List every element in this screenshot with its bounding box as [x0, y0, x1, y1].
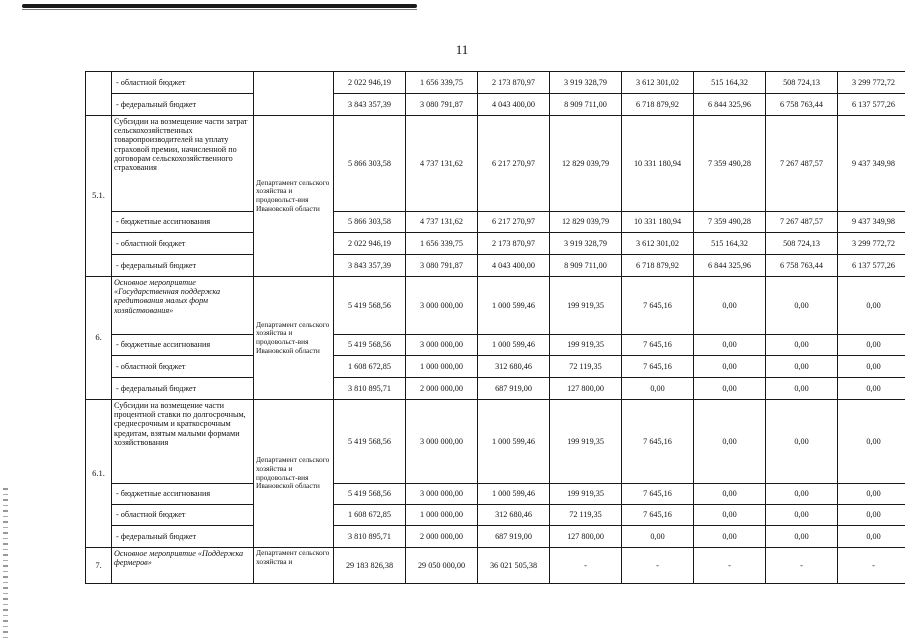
value-cell: 3 612 301,02 [622, 233, 694, 255]
value-cell: 0,00 [838, 400, 905, 484]
value-cell: 0,00 [766, 400, 838, 484]
table-row [86, 356, 905, 378]
value-cell: 508 724,13 [766, 233, 838, 255]
value-cell: 10 331 180,94 [622, 212, 694, 233]
value-cell: 1 608 672,85 [334, 505, 406, 526]
value-cell: 1 000 599,46 [478, 484, 550, 505]
value-cell: - [766, 548, 838, 584]
value-cell: 5 419 568,56 [334, 335, 406, 356]
value-cell: 1 000 000,00 [406, 505, 478, 526]
value-cell: 6 217 270,97 [478, 212, 550, 233]
value-cell: 0,00 [766, 356, 838, 378]
value-cell: 2 022 946,19 [334, 233, 406, 255]
value-cell: 0,00 [838, 505, 905, 526]
value-cell: 199 919,35 [550, 335, 622, 356]
value-cell: 1 656 339,75 [406, 233, 478, 255]
value-cell: 0,00 [766, 378, 838, 400]
value-cell: 6 137 577,26 [838, 94, 905, 116]
row-label: - федеральный бюджет [112, 94, 254, 116]
value-cell: 3 000 000,00 [406, 400, 478, 484]
value-cell: 8 909 711,00 [550, 94, 622, 116]
row-number-cell [86, 72, 112, 116]
value-cell: 515 164,32 [694, 233, 766, 255]
value-cell: 72 119,35 [550, 356, 622, 378]
value-cell: 508 724,13 [766, 72, 838, 94]
row-label: - областной бюджет [112, 72, 254, 94]
value-cell: 0,00 [838, 378, 905, 400]
value-cell: 0,00 [766, 484, 838, 505]
scan-binding-marks [3, 488, 8, 640]
value-cell: 29 183 826,38 [334, 548, 406, 584]
value-cell: 7 645,16 [622, 277, 694, 335]
value-cell: 4 043 400,00 [478, 255, 550, 277]
row-number-cell: 6. [86, 277, 112, 400]
value-cell: 7 645,16 [622, 356, 694, 378]
value-cell: 1 000 599,46 [478, 400, 550, 484]
value-cell: 6 718 879,92 [622, 255, 694, 277]
value-cell: 0,00 [622, 378, 694, 400]
table-row [86, 548, 905, 584]
value-cell: 1 608 672,85 [334, 356, 406, 378]
value-cell: - [550, 548, 622, 584]
value-cell: 0,00 [766, 526, 838, 548]
value-cell: 2 000 000,00 [406, 526, 478, 548]
value-cell: 7 645,16 [622, 400, 694, 484]
budget-table [85, 71, 905, 584]
value-cell: 5 866 303,58 [334, 212, 406, 233]
value-cell: 3 080 791,87 [406, 255, 478, 277]
value-cell: 3 843 357,39 [334, 94, 406, 116]
value-cell: 6 758 763,44 [766, 255, 838, 277]
value-cell: 199 919,35 [550, 277, 622, 335]
value-cell: 2 022 946,19 [334, 72, 406, 94]
table-row [86, 116, 905, 212]
value-cell: 127 800,00 [550, 526, 622, 548]
row-label: - областной бюджет [112, 356, 254, 378]
table-row [86, 94, 905, 116]
value-cell: 1 000 599,46 [478, 335, 550, 356]
scan-edge-line [22, 9, 417, 10]
table-row [86, 335, 905, 356]
value-cell: 0,00 [766, 505, 838, 526]
row-number-cell: 6.1. [86, 400, 112, 548]
value-cell: - [838, 548, 905, 584]
responsible-cell: Департамент сельского хозяйства и продовольст-вия Ивановской области [254, 400, 334, 548]
value-cell: 3 299 772,72 [838, 72, 905, 94]
value-cell: 3 000 000,00 [406, 335, 478, 356]
value-cell: 0,00 [838, 526, 905, 548]
value-cell: 687 919,00 [478, 378, 550, 400]
row-number-cell: 7. [86, 548, 112, 584]
value-cell: 0,00 [622, 526, 694, 548]
value-cell: 3 810 895,71 [334, 378, 406, 400]
value-cell: 0,00 [838, 356, 905, 378]
value-cell: 4 737 131,62 [406, 212, 478, 233]
value-cell: 0,00 [694, 484, 766, 505]
row-label: Субсидии на возмещение части затрат сельскохозяйственных товаропроизводителей на уплату страховой премии, начисленной по договорам сельскохозяйственного страхования [112, 116, 254, 212]
responsible-cell: Департамент сельского хозяйства и [254, 548, 334, 584]
value-cell: 0,00 [694, 356, 766, 378]
value-cell: 5 419 568,56 [334, 400, 406, 484]
value-cell: 7 359 490,28 [694, 212, 766, 233]
value-cell: 687 919,00 [478, 526, 550, 548]
value-cell: 7 645,16 [622, 335, 694, 356]
responsible-cell [254, 72, 334, 116]
value-cell: 10 331 180,94 [622, 116, 694, 212]
value-cell: 6 844 325,96 [694, 255, 766, 277]
value-cell: 0,00 [694, 526, 766, 548]
value-cell: 1 656 339,75 [406, 72, 478, 94]
value-cell: 3 612 301,02 [622, 72, 694, 94]
value-cell: 0,00 [766, 335, 838, 356]
value-cell: 5 419 568,56 [334, 484, 406, 505]
page-number: 11 [455, 42, 469, 57]
value-cell: 0,00 [694, 277, 766, 335]
value-cell: 3 000 000,00 [406, 277, 478, 335]
table-row [86, 505, 905, 526]
value-cell: 199 919,35 [550, 400, 622, 484]
value-cell: 127 800,00 [550, 378, 622, 400]
row-label: - федеральный бюджет [112, 378, 254, 400]
value-cell: 5 419 568,56 [334, 277, 406, 335]
value-cell: 8 909 711,00 [550, 255, 622, 277]
row-label: Основное мероприятие «Поддержка фермеров» [112, 548, 254, 584]
value-cell: 312 680,46 [478, 505, 550, 526]
row-number-cell: 5.1. [86, 116, 112, 277]
value-cell: 3 080 791,87 [406, 94, 478, 116]
value-cell: - [622, 548, 694, 584]
value-cell: 6 217 270,97 [478, 116, 550, 212]
table-row [86, 212, 905, 233]
value-cell: 7 359 490,28 [694, 116, 766, 212]
value-cell: 5 866 303,58 [334, 116, 406, 212]
value-cell: 0,00 [694, 505, 766, 526]
value-cell: 199 919,35 [550, 484, 622, 505]
table-row [86, 400, 905, 484]
value-cell: 1 000 000,00 [406, 356, 478, 378]
value-cell: 0,00 [838, 335, 905, 356]
table-row [86, 484, 905, 505]
row-label: Основное мероприятие «Государственная поддержка кредитования малых форм хозяйствования» [112, 277, 254, 335]
value-cell: 0,00 [838, 484, 905, 505]
value-cell: 0,00 [694, 400, 766, 484]
responsible-cell: Департамент сельского хозяйства и продовольст-вия Ивановской области [254, 277, 334, 400]
value-cell: 12 829 039,79 [550, 116, 622, 212]
table-row [86, 72, 905, 94]
value-cell: 9 437 349,98 [838, 116, 905, 212]
value-cell: 312 680,46 [478, 356, 550, 378]
row-label: - областной бюджет [112, 505, 254, 526]
row-label: Субсидии на возмещение части процентной ставки по долгосрочным, среднесрочным и краткосрочным кредитам, взятым малыми формами хозяйствования [112, 400, 254, 484]
value-cell: 3 919 328,79 [550, 233, 622, 255]
value-cell: 6 844 325,96 [694, 94, 766, 116]
value-cell: 2 173 870,97 [478, 72, 550, 94]
value-cell: 9 437 349,98 [838, 212, 905, 233]
value-cell: 7 645,16 [622, 505, 694, 526]
row-label: - областной бюджет [112, 233, 254, 255]
value-cell: 0,00 [838, 277, 905, 335]
value-cell: 6 718 879,92 [622, 94, 694, 116]
value-cell: 7 267 487,57 [766, 116, 838, 212]
value-cell: - [694, 548, 766, 584]
value-cell: 3 810 895,71 [334, 526, 406, 548]
table-row [86, 233, 905, 255]
row-label: - бюджетные ассигнования [112, 484, 254, 505]
table-row [86, 378, 905, 400]
row-label: - бюджетные ассигнования [112, 335, 254, 356]
value-cell: 0,00 [694, 335, 766, 356]
value-cell: 3 000 000,00 [406, 484, 478, 505]
table-row [86, 526, 905, 548]
value-cell: 7 645,16 [622, 484, 694, 505]
value-cell: 1 000 599,46 [478, 277, 550, 335]
value-cell: 3 299 772,72 [838, 233, 905, 255]
responsible-cell: Департамент сельского хозяйства и продовольст-вия Ивановской области [254, 116, 334, 277]
value-cell: 515 164,32 [694, 72, 766, 94]
value-cell: 6 758 763,44 [766, 94, 838, 116]
value-cell: 6 137 577,26 [838, 255, 905, 277]
value-cell: 0,00 [766, 277, 838, 335]
value-cell: 29 050 000,00 [406, 548, 478, 584]
value-cell: 12 829 039,79 [550, 212, 622, 233]
value-cell: 2 000 000,00 [406, 378, 478, 400]
value-cell: 3 843 357,39 [334, 255, 406, 277]
value-cell: 4 043 400,00 [478, 94, 550, 116]
value-cell: 7 267 487,57 [766, 212, 838, 233]
row-label: - федеральный бюджет [112, 526, 254, 548]
value-cell: 4 737 131,62 [406, 116, 478, 212]
table-row [86, 277, 905, 335]
table-row [86, 255, 905, 277]
scan-edge-bar [22, 4, 417, 8]
value-cell: 2 173 870,97 [478, 233, 550, 255]
row-label: - бюджетные ассигнования [112, 212, 254, 233]
value-cell: 72 119,35 [550, 505, 622, 526]
row-label: - федеральный бюджет [112, 255, 254, 277]
value-cell: 3 919 328,79 [550, 72, 622, 94]
value-cell: 0,00 [694, 378, 766, 400]
value-cell: 36 021 505,38 [478, 548, 550, 584]
